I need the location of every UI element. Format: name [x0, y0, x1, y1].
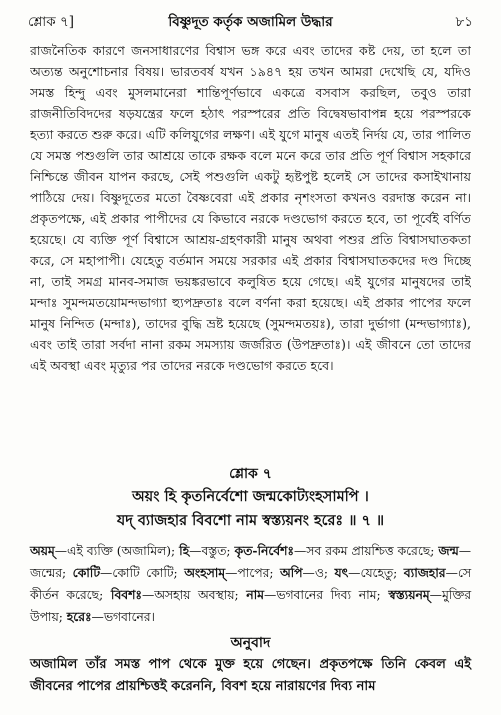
- synonym-meaning: যেহেতু;: [360, 566, 404, 580]
- synonym-term: ব্যাজহার: [403, 565, 446, 580]
- verse-block: [30, 463, 471, 533]
- synonym-term: অয়ম্: [30, 543, 55, 558]
- synonym-meaning: ও;: [314, 566, 335, 580]
- translation-text: [30, 654, 471, 698]
- translation-paragraph: অজামিল তাঁর সমস্ত পাপ থেকে মুক্ত হয়ে গেছেন। প্রকৃতপক্ষে তিনি কেবল এই জীবনের পাপের প্রায়শ্চিত্তই করেননি, বিবশ হয়ে নারায়ণের দিব্য নাম: [30, 657, 471, 694]
- synonym-meaning: জন্মের;: [30, 566, 73, 580]
- verse-line-2: যদ্ ব্যাজহার বিবশো নাম স্বস্ত্যয়নং হরেঃ ॥ ৭ ॥: [116, 512, 385, 529]
- synonym-meaning: সব রকম প্রায়শ্চিত্ত করেছে;: [306, 544, 439, 558]
- synonym-term: অপি: [280, 565, 303, 580]
- synonym-term: জন্ম: [438, 543, 459, 558]
- verse-line-1: অয়ং হি কৃতনির্বেশো জন্মকোট্যংহসামপি ।: [132, 488, 369, 505]
- synonym-term: হি: [179, 543, 190, 558]
- synonym-meaning: ভগবানের।: [103, 610, 155, 624]
- purport-paragraph: রাজনৈতিক কারণে জনসাধারণের বিশ্বাস ভঙ্গ করে এবং তাদের কষ্ট দেয়, তা হলে তা অত্যন্ত অনুশোচনার বিষয়। ভারতবর্ষ যখন ১৯৪৭ হয় তখন আমরা দেখেছি যে, যদিও সমস্ত হিন্দু এবং মুসলমানেরা শান্তিপূর্ণভাবে একত্রে বসবাস করছিল, তবুও তারা রাজনীতিবিদদের ষড়যন্ত্রের ফলে হঠাৎ পরস্পরের প্রতি বিদ্বেষভাবাপন্ন হয়ে পরস্পরকে হত্যা করতে শুরু করে। এটি কলিযুগের লক্ষণ। এই যুগে মানুষ এতই নির্দয় যে, তার পালিত যে সমস্ত পশুগুলি তার আশ্রয়ে তাকে রক্ষক বলে মনে করে তার প্রতি পূর্ণ বিশ্বাস সহকারে নিশ্চিন্তে জীবন যাপন করছে, সেই পশুগুলি একটু হৃষ্টপুষ্ট হলেই সে তাদের কসাইখানায় পাঠিয়ে দেয়। বিষ্ণুদূতের মতো বৈষ্ণবেরা এই প্রকার নৃশংসতা কখনও বরদাস্ত করেন না। প্রকৃতপক্ষে, এই প্রকার পাপীদের যে কিভাবে নরকে দণ্ডভোগ করতে হবে, তা পূর্বেই বর্ণিত হয়েছে। যে ব্যক্তি পূর্ণ বিশ্বাসে আশ্রয়-গ্রহণকারী মানুষ অথবা পশুর প্রতি বিশ্বাসঘাতকতা করে, সে মহাপাপী। যেহেতু বর্তমান সময়ে সরকার এই প্রকার বিশ্বাসঘাতকদের দণ্ড দিচ্ছে না, তাই সমগ্র মানব-সমাজ ভয়ঙ্করভাবে কলুষিত হয়ে গেছে। এই যুগের মানুষদের তাই মন্দাঃ সুমন্দমতয়োমন্দভাগ্যা হ্যুপদ্রুতাঃ বলে বর্ণনা করা হয়েছে। এই প্রকার পাপের ফলে মানুষ নিন্দিত (মন্দাঃ), তাদের বুদ্ধি ভ্রষ্ট হয়েছে (সুমন্দমতয়ঃ), তারা দুর্ভাগা (মন্দভাগ্যাঃ), এবং তাই তারা সর্বদা নানা রকম সমস্যায় জর্জরিত (উপদ্রুতাঃ)। এই জীবনে তো তাদের এই অবস্থা এবং মৃত্যুর পর তাদের নরকে দণ্ডভোগ করতে হবে।: [30, 43, 471, 373]
- synonym-meaning: বস্তুত;: [201, 544, 235, 558]
- synonym-term: কোটি: [72, 565, 101, 580]
- synonym-term: স্বস্ত্যয়নম্: [388, 587, 430, 602]
- synonyms-paragraph: অয়ম্—এই ব্যক্তি (অজামিল); হি—বস্তুত; কৃত-নির্বেশঃ—সব রকম প্রায়শ্চিত্ত করেছে; জন্ম—জন্মের; কোটি—কোটি কোটি; অংহসাম্—পাপের; অপি—ও; যৎ—যেহেতু; ব্যাজহার—সে কীর্তন করেছে; বিবশঃ—অসহায় অবস্থায়; নাম—ভগবানের দিব্য নাম; স্বস্ত্যয়নম্—মুক্তির উপায়; হরেঃ—ভগবানের।: [30, 543, 471, 624]
- synonym-meaning: পাপের;: [237, 566, 280, 580]
- verse-heading: শ্লোক ৭: [229, 466, 272, 482]
- synonym-meaning: মুক্তির উপায়;: [30, 588, 471, 624]
- page-header: [28, 10, 473, 34]
- purport-text: [30, 40, 471, 376]
- translation-heading: অনুবাদ: [230, 635, 271, 651]
- page-number: ৮১: [455, 13, 473, 30]
- synonym-term: যৎ: [334, 565, 349, 580]
- verse-reference: শ্লোক ৭]: [28, 13, 74, 30]
- synonym-meaning: কোটি কোটি;: [112, 566, 185, 580]
- synonyms-section: [30, 540, 471, 628]
- synonym-meaning: ভগবানের দিব্য নাম;: [276, 588, 389, 602]
- synonym-term: নাম: [246, 587, 265, 602]
- synonym-term: হরেঃ: [66, 609, 92, 624]
- synonym-term: অংহসাম্: [184, 565, 226, 580]
- synonym-meaning: এই ব্যক্তি (অজামিল);: [67, 544, 180, 558]
- synonym-term: বিবশঃ: [110, 587, 142, 602]
- synonym-term: কৃত-নির্বেশঃ: [234, 543, 294, 558]
- synonym-meaning: সে কীর্তন করেছে;: [30, 566, 471, 602]
- synonym-meaning: অসহায় অবস্থায়;: [154, 588, 247, 602]
- chapter-title: বিষ্ণুদূত কর্তৃক অজামিল উদ্ধার: [168, 13, 333, 30]
